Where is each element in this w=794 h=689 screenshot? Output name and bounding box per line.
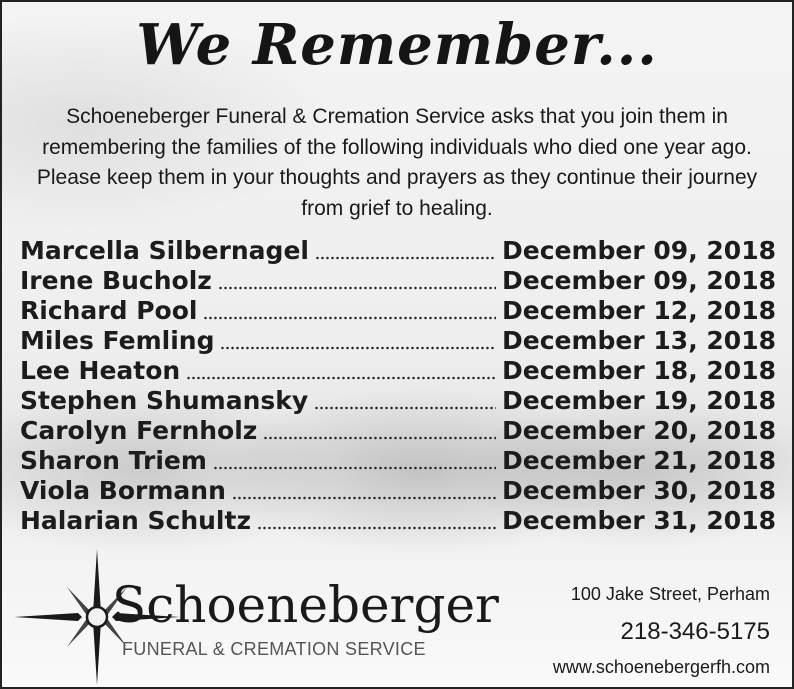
entry-name: Carolyn Fernholz [20, 416, 258, 445]
dot-leader [232, 486, 496, 500]
list-item [20, 296, 776, 326]
list-item [20, 326, 776, 356]
phone-number: 218-346-5175 [620, 618, 770, 645]
memorial-list [20, 236, 776, 536]
dot-leader [314, 396, 496, 410]
dot-leader [257, 516, 496, 530]
entry-name: Miles Femling [20, 326, 215, 355]
website-link[interactable]: www.schoenebergerfh.com [552, 657, 770, 677]
logo-subtitle: FUNERAL & CREMATION SERVICE [122, 639, 426, 659]
list-item [20, 416, 776, 446]
intro-paragraph: Schoeneberger Funeral & Cremation Service asks that you join them in remembering the families of the following individuals who died one year ago. Please keep them in your thoughts and prayers as they continue their journey from grief to healing. [36, 105, 758, 220]
entry-date: December 13, 2018 [502, 326, 776, 355]
list-item [20, 476, 776, 506]
entry-date: December 20, 2018 [502, 416, 776, 445]
dot-leader [315, 246, 496, 260]
ad-title: We Remember... [136, 12, 658, 78]
entry-date: December 31, 2018 [502, 506, 776, 535]
entry-name: Sharon Triem [20, 446, 207, 475]
dot-leader [218, 276, 496, 290]
entry-date: December 12, 2018 [502, 296, 776, 325]
contact-block [530, 582, 770, 680]
dot-leader [220, 336, 496, 350]
list-item [20, 506, 776, 536]
dot-leader [186, 366, 496, 380]
list-item [20, 236, 776, 266]
entry-date: December 09, 2018 [502, 266, 776, 295]
dot-leader [263, 426, 496, 440]
entry-date: December 18, 2018 [502, 356, 776, 385]
list-item [20, 386, 776, 416]
entry-name: Halarian Schultz [20, 506, 251, 535]
entry-name: Lee Heaton [20, 356, 181, 385]
dot-leader [213, 456, 496, 470]
logo-wordmark: Schoeneberger [112, 576, 499, 634]
dot-leader [203, 306, 496, 320]
list-item [20, 446, 776, 476]
entry-date: December 09, 2018 [502, 236, 776, 265]
list-item [20, 356, 776, 386]
address-text: 100 Jake Street, Perham [570, 584, 770, 604]
entry-date: December 19, 2018 [502, 386, 776, 415]
entry-name: Marcella Silbernagel [20, 236, 309, 265]
entry-name: Viola Bormann [20, 476, 226, 505]
entry-name: Stephen Shumansky [20, 386, 309, 415]
list-item [20, 266, 776, 296]
entry-date: December 21, 2018 [502, 446, 776, 475]
entry-date: December 30, 2018 [502, 476, 776, 505]
entry-name: Irene Bucholz [20, 266, 212, 295]
entry-name: Richard Pool [20, 296, 198, 325]
